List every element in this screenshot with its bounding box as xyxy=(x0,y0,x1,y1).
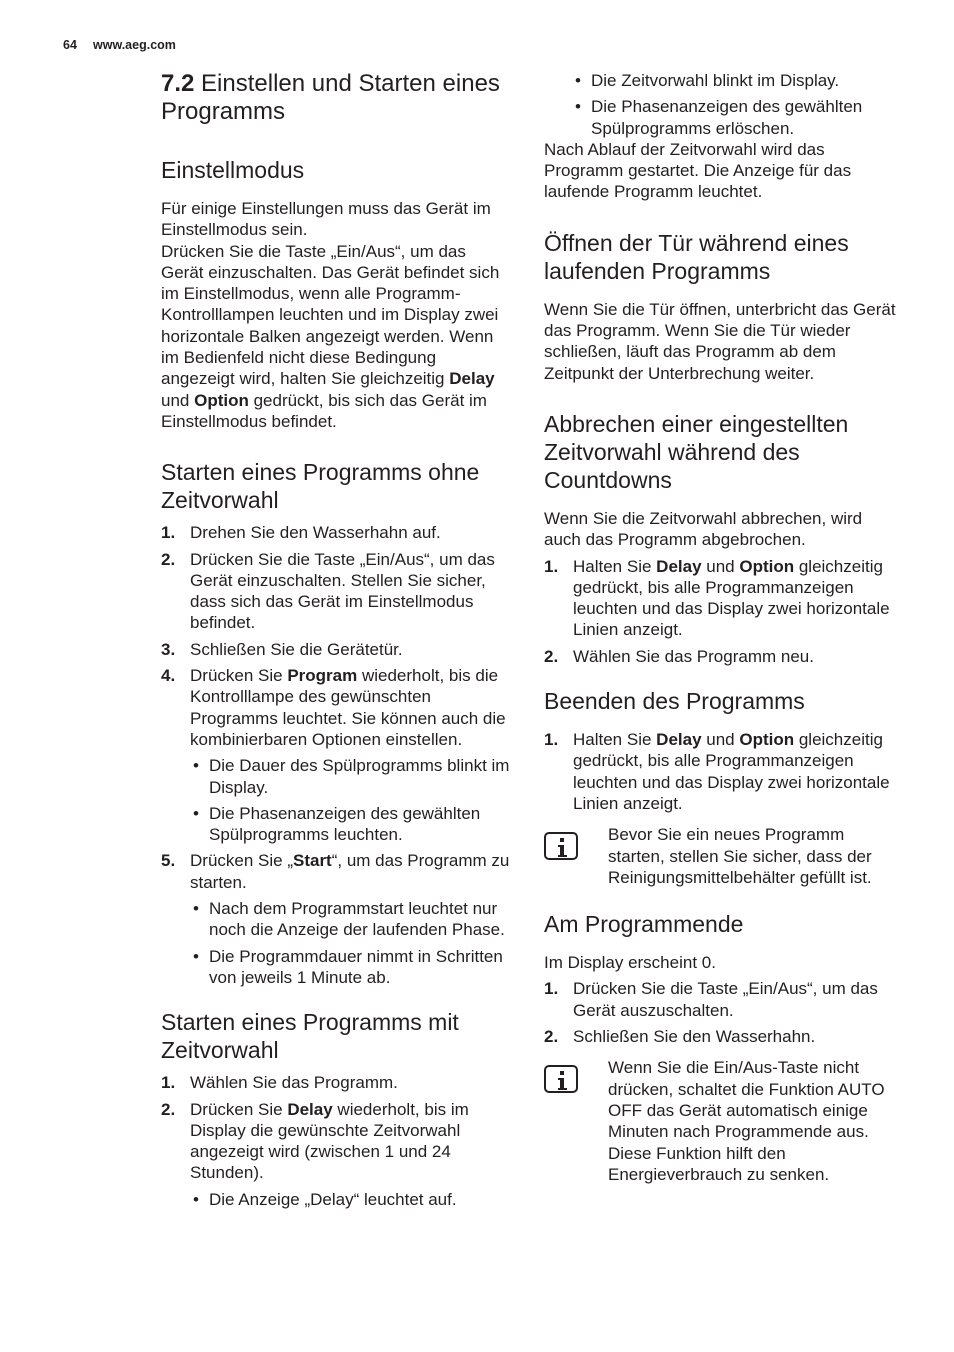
delay-keyword: Delay xyxy=(656,556,702,576)
beenden-heading: Beenden des Programms xyxy=(544,688,805,715)
bullet-item: • Die Zeitvorwahl blinkt im Display. xyxy=(572,70,900,91)
left-column xyxy=(161,70,513,1215)
einstellmodus-heading: Einstellmodus xyxy=(161,157,305,183)
programmende-heading: Am Programmende xyxy=(544,911,744,938)
beenden-steps xyxy=(544,729,900,814)
zeitvorwahl-paragraph: Nach Ablauf der Zeitvorwahl wird das Programm gestartet. Die Anzeige für das laufende Programm leuchtet. xyxy=(544,139,852,202)
bullet-list xyxy=(190,898,513,988)
info-icon xyxy=(544,832,578,860)
ohne-zeitvorwahl-heading: Starten eines Programms ohne Zeitvorwahl xyxy=(161,459,480,514)
start-keyword: Start xyxy=(292,851,332,871)
list-item: 1. Halten Sie Delay und Option gleichzeitig gedrückt, bis alle Programmanzeigen leuchten und das Display zwei horizontale Linien anzeigt. xyxy=(544,556,890,640)
delay-keyword: Delay xyxy=(449,369,495,389)
header-url: www.aeg.com xyxy=(93,38,176,52)
section-heading xyxy=(161,70,513,126)
bullet-item: • Die Dauer des Spülprogramms blinkt im Display. xyxy=(190,755,513,798)
einstellmodus-p2: Drücken Sie die Taste „Ein/Aus“, um das Gerät einzuschalten. Das Gerät befindet sich im Einstellmodus, wenn alle Programm-Kontrolllampen leuchten und im Display zwei horizontale Balken angezeigt werden. Wenn im Bedienfeld nicht diese Bedingung angezeigt wird, halten Sie gleichzeitig Delay und Option gedrückt, bis sich das Gerät im Einstellmodus befindet. xyxy=(161,241,500,431)
program-keyword: Program xyxy=(287,666,358,686)
option-keyword: Option xyxy=(194,390,249,410)
option-keyword: Option xyxy=(739,556,795,576)
page-number: 64 xyxy=(63,38,77,52)
info-note-text: Diese Funktion hilft den Energieverbrauch zu senken. xyxy=(608,1143,830,1184)
abbrechen-heading: Abbrechen einer eingestellten Zeitvorwahl während des Countdowns xyxy=(544,410,849,493)
list-item: 2. Schließen Sie den Wasserhahn. xyxy=(544,1027,816,1047)
info-note xyxy=(544,1057,900,1185)
abbrechen-paragraph: Wenn Sie die Zeitvorwahl abbrechen, wird auch das Programm abgebrochen. xyxy=(544,508,863,550)
abbrechen-steps xyxy=(544,556,900,667)
list-item: 1. Drehen Sie den Wasserhahn auf. xyxy=(161,523,441,543)
list-item: 2. Drücken Sie Delay wiederholt, bis im Display die gewünschte Zeitvorwahl angezeigt wird (zwischen 1 und 24 Stunden). • Die Anzeige „Delay“ leuchtet auf. xyxy=(161,1099,513,1210)
section-title: Einstellen und Starten eines Programms xyxy=(161,70,500,125)
tuer-heading: Öffnen der Tür während eines laufenden Programms xyxy=(544,229,849,284)
right-column xyxy=(544,70,900,1185)
delay-keyword: Delay xyxy=(287,1099,333,1119)
info-note-text: Wenn Sie die Ein/Aus-Taste nicht drücken, schaltet die Funktion AUTO OFF das Gerät automatisch einige Minuten nach Programmende aus. xyxy=(608,1058,885,1142)
bullet-list xyxy=(190,755,513,845)
delay-keyword: Delay xyxy=(656,730,702,750)
option-keyword: Option xyxy=(739,730,795,750)
list-item: 5. Drücken Sie „Start“, um das Programm zu starten. • Nach dem Programmstart leuchtet nur noch die Anzeige der laufenden Phase. • Die Programmdauer nimmt in Schritten von jeweils 1 Minute ab. xyxy=(161,850,513,988)
list-item: 2. Drücken Sie die Taste „Ein/Aus“, um das Gerät einzuschalten. Stellen Sie sicher, dass sich das Gerät im Einstellmodus befindet. xyxy=(161,549,495,633)
mit-zeitvorwahl-steps xyxy=(161,1072,513,1210)
info-note-text: Bevor Sie ein neues Programm starten, stellen Sie sicher, dass der Reinigungsmittelbehälter gefüllt ist. xyxy=(608,825,872,887)
ohne-zeitvorwahl-steps xyxy=(161,522,513,988)
list-item: 2. Wählen Sie das Programm neu. xyxy=(544,646,814,666)
list-item: 3. Schließen Sie die Gerätetür. xyxy=(161,639,403,659)
bullet-item: • Nach dem Programmstart leuchtet nur noch die Anzeige der laufenden Phase. xyxy=(190,898,513,941)
section-number: 7.2 xyxy=(161,70,195,97)
mit-zeitvorwahl-heading: Starten eines Programms mit Zeitvorwahl xyxy=(161,1009,459,1064)
list-item: 1. Halten Sie Delay und Option gleichzeitig gedrückt, bis alle Programmanzeigen leuchten und das Display zwei horizontale Linien anzeigt. xyxy=(544,730,890,813)
bullet-item: • Die Phasenanzeigen des gewählten Spülprogramms erlöschen. xyxy=(572,96,900,139)
programmende-paragraph: Im Display erscheint 0. xyxy=(544,953,716,973)
page-header xyxy=(63,38,176,52)
info-note xyxy=(544,824,900,888)
list-item: 1. Wählen Sie das Programm. xyxy=(161,1073,398,1093)
list-item: 1. Drücken Sie die Taste „Ein/Aus“, um das Gerät auszuschalten. xyxy=(544,979,878,1020)
list-item: 4. Drücken Sie Program wiederholt, bis die Kontrolllampe des gewünschten Programms leuchtet. Sie können auch die kombinierbaren Optionen einstellen. • Die Dauer des Spülprogramms blinkt im Display. • Die Phasenanzeigen des gewählten Spülprogramms leuchten. xyxy=(161,665,513,845)
bullet-item: • Die Anzeige „Delay“ leuchtet auf. xyxy=(190,1189,513,1210)
info-icon xyxy=(544,1065,578,1093)
einstellmodus-p1: Für einige Einstellungen muss das Gerät im Einstellmodus sein. xyxy=(161,199,491,240)
bullet-item: • Die Programmdauer nimmt in Schritten von jeweils 1 Minute ab. xyxy=(190,946,513,989)
bullet-list xyxy=(190,1189,513,1210)
bullet-item: • Die Phasenanzeigen des gewählten Spülprogramms leuchten. xyxy=(190,803,513,846)
programmende-steps xyxy=(544,978,900,1047)
bullet-list xyxy=(572,70,900,139)
tuer-paragraph: Wenn Sie die Tür öffnen, unterbricht das Gerät das Programm. Wenn Sie die Tür wieder schließen, läuft das Programm ab dem Zeitpunkt der Unterbrechung weiter. xyxy=(544,299,896,383)
